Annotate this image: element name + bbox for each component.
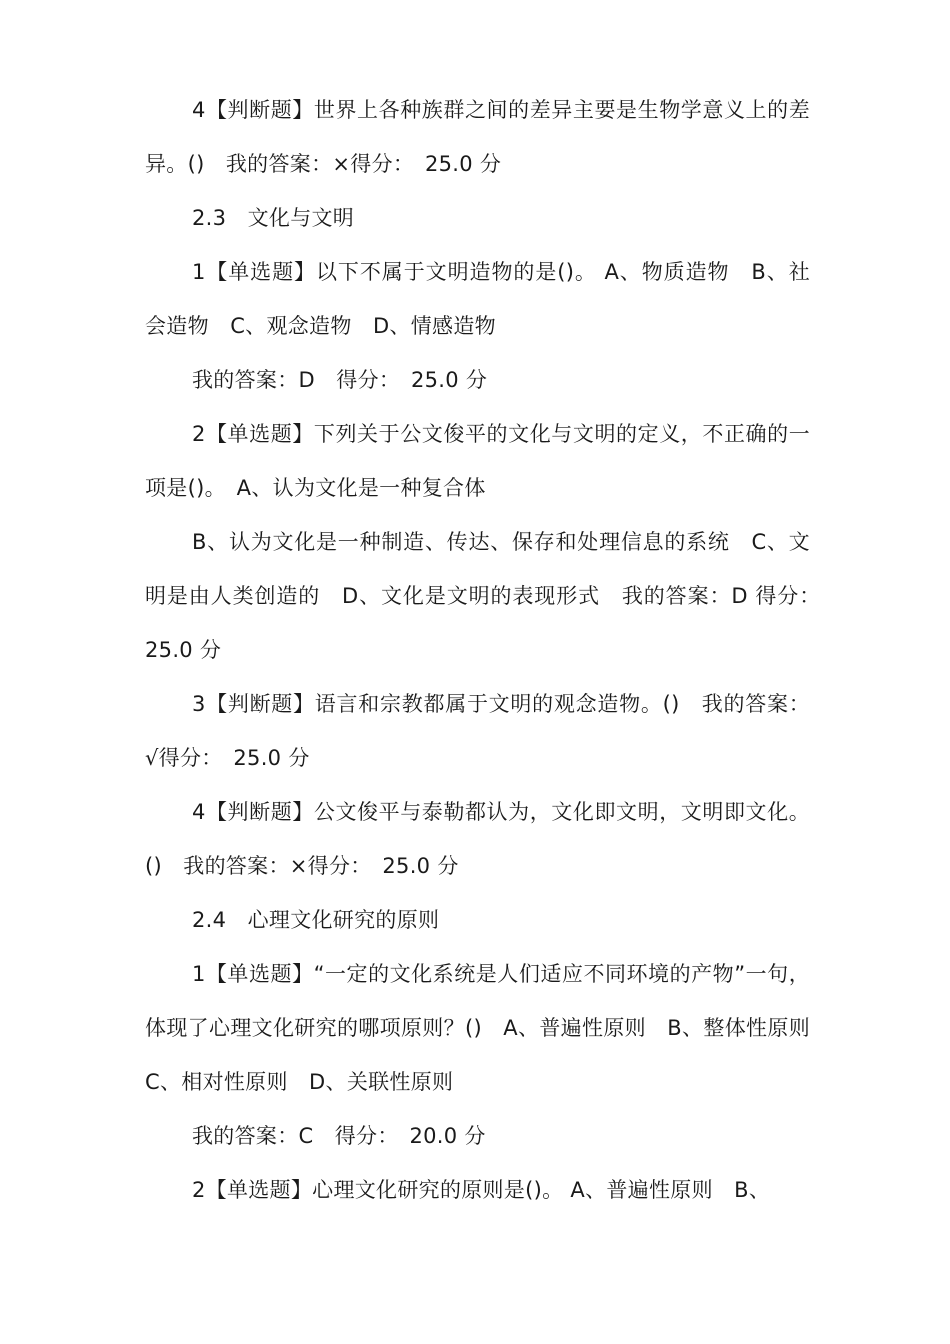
paragraph-q2-single-choice: 2【单选题】下列关于公文俊平的文化与文明的定义，不正确的一项是()。 A、认为文化是一种复合体 [145, 422, 810, 500]
paragraph-q3-judgement: 3【判断题】语言和宗教都属于文明的观念造物。() 我的答案：√得分： 25.0 分 [145, 692, 810, 770]
paragraph-q4-judgement: 4【判断题】世界上各种族群之间的差异主要是生物学意义上的差异。() 我的答案：×得分： 25.0 分 [145, 98, 810, 176]
paragraph-answer-principle: 我的答案：C 得分： 20.0 分 [192, 1124, 486, 1148]
paragraph-q2-principle: 2【单选题】心理文化研究的原则是()。 A、普遍性原则 B、 [192, 1178, 771, 1202]
paragraph-q2-options-answer: B、认为文化是一种制造、传达、保存和处理信息的系统 C、文明是由人类创造的 D、文化是文明的表现形式 我的答案：D 得分： 25.0 分 [145, 530, 832, 662]
section-heading-2-3: 2.3 文化与文明 [192, 206, 355, 230]
paragraph-answer-q1: 我的答案：D 得分： 25.0 分 [192, 368, 488, 392]
paragraph-q4-judgement-2: 4【判断题】公文俊平与泰勒都认为，文化即文明，文明即文化。() 我的答案：×得分： 25.0 分 [145, 800, 810, 878]
paragraph-q1-single-choice: 1【单选题】以下不属于文明造物的是()。 A、物质造物 B、社会造物 C、观念造物 D、情感造物 [145, 260, 810, 338]
document-body [145, 83, 832, 1217]
paragraph-q1-principle: 1【单选题】“一定的文化系统是人们适应不同环境的产物”一句，体现了心理文化研究的哪项原则？() A、普遍性原则 B、整体性原则 C、相对性原则 D、关联性原则 [145, 962, 832, 1094]
section-heading-2-4: 2.4 心理文化研究的原则 [192, 908, 440, 932]
